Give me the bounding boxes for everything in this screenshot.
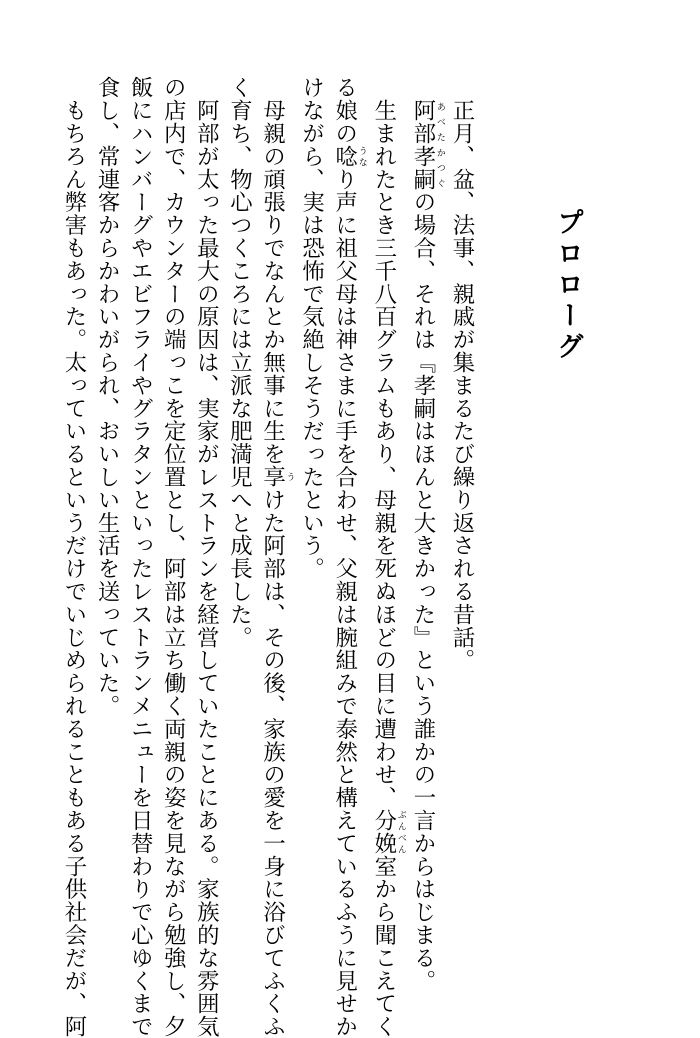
paragraph-line: [406, 76, 445, 993]
paragraph-text: の場合、それは『孝嗣はほんと大きかった』という誰かの一言からはじまる。: [409, 190, 436, 993]
paragraph-line: [255, 76, 295, 1038]
paragraph-line: [189, 76, 222, 1038]
paragraph-text: 飯にハンバーグやエビフライやグラタンといったレストランメニューを日替わりで心ゆくまで: [127, 76, 154, 1038]
paragraph-text: 食し、常連客からかわいがられ、おいしい生活を送っていた。: [94, 76, 121, 718]
paragraph-line: [367, 76, 406, 1038]
body-text: [30, 76, 478, 1038]
ruby-word: 唸 うな: [331, 144, 367, 168]
paragraph-line: [295, 76, 328, 976]
paragraph-text: 阿部が太った最大の原因は、実家がレストランを経営していたことにある。家族的な雰囲気: [193, 98, 220, 1038]
paragraph-line: [156, 76, 189, 1038]
paragraph-line: [328, 76, 367, 1038]
ruby-reading: あべたかつぐ: [434, 98, 445, 191]
paragraph-line: [445, 76, 478, 976]
ruby-word: 分娩 ぶんべん: [370, 808, 406, 855]
paragraph-text: もちろん弊害もあった。太っているというだけでいじめられることもある子供社会だが、阿: [60, 98, 87, 1038]
paragraph-text: 母親の頑張りでなんとか無事に生を享 うけた阿部は、その後、家族の愛を一身に浴びてふくふ: [259, 98, 295, 1038]
paragraph-text: けながら、実は恐怖で気絶しそうだったという。: [298, 76, 325, 580]
paragraph-line: [222, 76, 255, 976]
paragraph-line: [90, 76, 123, 976]
paragraph-line: [123, 76, 156, 1038]
paragraph-line: [57, 76, 90, 1038]
chapter-title: プロローグ: [552, 208, 583, 363]
paragraph-text: の店内で、カウンターの端っこを定位置とし、阿部は立ち働く両親の姿を見ながら勉強し、夕: [160, 76, 187, 1038]
ruby-reading: うな: [356, 144, 367, 168]
paragraph-text: く育ち、物心つくころには立派な肥満児へと成長した。: [226, 76, 253, 649]
paragraph-text: る娘の唸 うなり声に祖父母は神さまに手を合わせ、父親は腕組みで泰然と構えているふうに見せか: [331, 76, 367, 1038]
ruby-word: 享 う: [259, 465, 295, 489]
ruby-name: [409, 98, 445, 191]
ruby-reading: ぶんべん: [395, 808, 406, 855]
paragraph-text: 生まれたとき三千八百グラムもあり、母親を死ぬほどの目に遭わせ、分娩 ぶんべん室から聞こえてく: [370, 98, 406, 1038]
ruby-reading: う: [284, 465, 295, 489]
ruby-base: 阿部孝嗣: [409, 98, 436, 191]
paragraph-text: 正月、盆、法事、親戚が集まるたび繰り返される昔話。: [449, 98, 475, 672]
